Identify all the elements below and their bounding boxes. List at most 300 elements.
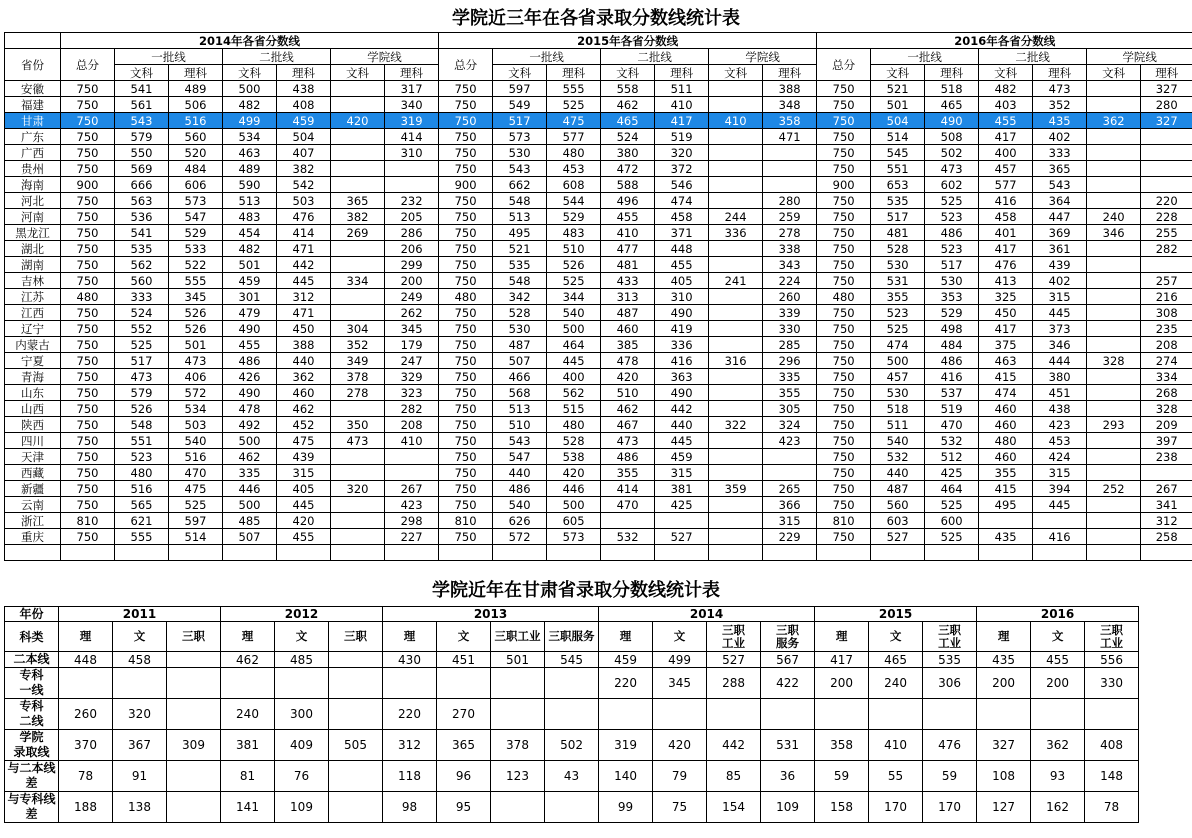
- score-cell: 458: [979, 209, 1033, 225]
- score-cell: 463: [223, 145, 277, 161]
- score-cell: 462: [601, 97, 655, 113]
- score-cell: [709, 529, 763, 545]
- score-cell: 750: [817, 385, 871, 401]
- score-cell: 345: [169, 289, 223, 305]
- score-cell: 530: [493, 145, 547, 161]
- score-cell: [709, 81, 763, 97]
- score-cell: 406: [169, 369, 223, 385]
- score-cell: 435: [977, 652, 1031, 668]
- group-header: 二批线: [601, 49, 709, 65]
- score-cell: 528: [493, 305, 547, 321]
- score-cell: 502: [925, 145, 979, 161]
- score-cell: 457: [979, 161, 1033, 177]
- score-cell: 542: [277, 177, 331, 193]
- score-cell: 410: [869, 730, 923, 761]
- score-cell: 227: [385, 529, 439, 545]
- score-cell: 526: [169, 321, 223, 337]
- table-row[interactable]: [5, 481, 1192, 497]
- score-cell: [331, 545, 385, 561]
- score-cell: 530: [871, 257, 925, 273]
- score-cell: [1087, 385, 1141, 401]
- score-cell: 154: [707, 792, 761, 823]
- score-cell: 464: [925, 481, 979, 497]
- score-cell: [331, 401, 385, 417]
- score-cell: 455: [601, 209, 655, 225]
- score-cell: 501: [169, 337, 223, 353]
- score-cell: 750: [61, 81, 115, 97]
- score-cell: 517: [493, 113, 547, 129]
- score-cell: [709, 321, 763, 337]
- score-cell: 109: [761, 792, 815, 823]
- table-row[interactable]: [5, 513, 1192, 529]
- score-cell: 750: [439, 145, 493, 161]
- score-cell: 530: [871, 385, 925, 401]
- score-cell: 750: [61, 321, 115, 337]
- score-cell: 510: [601, 385, 655, 401]
- category-header: 理: [221, 622, 275, 652]
- score-cell: 402: [1033, 129, 1087, 145]
- score-cell: 270: [437, 699, 491, 730]
- score-cell: 472: [601, 161, 655, 177]
- score-cell: [331, 289, 385, 305]
- score-cell: 513: [493, 209, 547, 225]
- province-cell: 山西: [5, 401, 61, 417]
- score-cell: 750: [61, 113, 115, 129]
- score-cell: [545, 792, 599, 823]
- score-cell: 750: [439, 385, 493, 401]
- score-cell: 498: [925, 321, 979, 337]
- score-cell: 462: [223, 449, 277, 465]
- score-cell: 148: [1085, 761, 1139, 792]
- score-cell: [709, 289, 763, 305]
- table-row[interactable]: [5, 193, 1192, 209]
- score-cell: 520: [169, 145, 223, 161]
- score-cell: 445: [655, 433, 709, 449]
- score-cell: [331, 529, 385, 545]
- score-cell: 540: [169, 433, 223, 449]
- table-row[interactable]: [5, 257, 1192, 273]
- score-cell: 504: [871, 113, 925, 129]
- score-cell: 438: [277, 81, 331, 97]
- score-cell: 345: [385, 321, 439, 337]
- score-cell: 487: [493, 337, 547, 353]
- score-cell: 455: [223, 337, 277, 353]
- table-row[interactable]: [5, 449, 1192, 465]
- score-cell: 562: [547, 385, 601, 401]
- score-cell: 451: [1033, 385, 1087, 401]
- table-row[interactable]: [5, 129, 1192, 145]
- score-cell: 257: [1141, 273, 1192, 289]
- score-cell: 440: [655, 417, 709, 433]
- score-cell: [221, 668, 275, 699]
- score-cell: 36: [761, 761, 815, 792]
- table-row[interactable]: [5, 699, 1139, 730]
- row-label: 专科 二线: [5, 699, 59, 730]
- table-row[interactable]: [5, 289, 1192, 305]
- score-cell: 662: [493, 177, 547, 193]
- year-header: 2014年各省分数线: [61, 33, 439, 49]
- table-row[interactable]: [5, 497, 1192, 513]
- year-label: 年份: [5, 607, 59, 622]
- score-cell: 750: [439, 225, 493, 241]
- province-cell: 海南: [5, 177, 61, 193]
- score-cell: 531: [871, 273, 925, 289]
- score-cell: 750: [61, 369, 115, 385]
- score-cell: 504: [277, 129, 331, 145]
- total-header: 总分: [439, 49, 493, 81]
- table-row[interactable]: [5, 225, 1192, 241]
- score-cell: 579: [115, 385, 169, 401]
- table-row[interactable]: [5, 433, 1192, 449]
- score-cell: 540: [493, 497, 547, 513]
- score-cell: 525: [925, 193, 979, 209]
- score-cell: 579: [115, 129, 169, 145]
- score-cell: [709, 401, 763, 417]
- table-row[interactable]: [5, 668, 1139, 699]
- score-cell: 59: [815, 761, 869, 792]
- score-cell: [709, 385, 763, 401]
- score-cell: 285: [763, 337, 817, 353]
- score-cell: 475: [169, 481, 223, 497]
- table-row[interactable]: [5, 545, 1192, 561]
- score-cell: 531: [761, 730, 815, 761]
- score-cell: 548: [493, 273, 547, 289]
- score-cell: [167, 652, 221, 668]
- table-row[interactable]: [5, 161, 1192, 177]
- score-cell: 460: [979, 401, 1033, 417]
- score-cell: 123: [491, 761, 545, 792]
- score-cell: 492: [223, 417, 277, 433]
- province-cell: 新疆: [5, 481, 61, 497]
- score-cell: 55: [869, 761, 923, 792]
- score-cell: 750: [61, 481, 115, 497]
- score-cell: [329, 761, 383, 792]
- score-cell: 486: [601, 449, 655, 465]
- score-cell: 446: [223, 481, 277, 497]
- table-row[interactable]: [5, 369, 1192, 385]
- score-cell: 810: [61, 513, 115, 529]
- score-cell: 315: [277, 465, 331, 481]
- score-cell: [331, 449, 385, 465]
- score-cell: 501: [223, 257, 277, 273]
- table-row[interactable]: [5, 113, 1192, 129]
- score-cell: 600: [925, 513, 979, 529]
- score-cell: [979, 513, 1033, 529]
- score-cell: [167, 792, 221, 823]
- score-cell: 514: [169, 529, 223, 545]
- score-cell: 138: [113, 792, 167, 823]
- table-row[interactable]: [5, 241, 1192, 257]
- table-row[interactable]: [5, 792, 1139, 823]
- score-cell: [763, 145, 817, 161]
- score-cell: 562: [115, 257, 169, 273]
- province-cell: [5, 545, 61, 561]
- score-cell: [331, 465, 385, 481]
- score-cell: 457: [871, 369, 925, 385]
- table-row[interactable]: [5, 177, 1192, 193]
- score-cell: 417: [979, 129, 1033, 145]
- score-cell: 535: [493, 257, 547, 273]
- table-row[interactable]: [5, 81, 1192, 97]
- score-cell: [709, 145, 763, 161]
- score-cell: 310: [385, 145, 439, 161]
- score-cell: 296: [763, 353, 817, 369]
- score-cell: 343: [763, 257, 817, 273]
- score-cell: 471: [277, 241, 331, 257]
- score-cell: 238: [1141, 449, 1192, 465]
- header-row-years: [5, 33, 1192, 49]
- score-cell: [709, 193, 763, 209]
- score-cell: 208: [385, 417, 439, 433]
- score-cell: [817, 545, 871, 561]
- score-cell: 298: [385, 513, 439, 529]
- subject-header: 文科: [493, 65, 547, 81]
- subject-header: 理科: [1033, 65, 1087, 81]
- score-cell: 75: [653, 792, 707, 823]
- score-cell: [709, 161, 763, 177]
- table-row[interactable]: [5, 761, 1139, 792]
- score-cell: 750: [61, 241, 115, 257]
- score-cell: 621: [115, 513, 169, 529]
- score-cell: 548: [493, 193, 547, 209]
- score-cell: 455: [1031, 652, 1085, 668]
- score-cell: 208: [1141, 337, 1192, 353]
- score-cell: 750: [439, 97, 493, 113]
- score-cell: 308: [1141, 305, 1192, 321]
- score-cell: 523: [925, 241, 979, 257]
- score-cell: 205: [385, 209, 439, 225]
- score-cell: 407: [277, 145, 331, 161]
- score-cell: 340: [385, 97, 439, 113]
- score-cell: 495: [493, 225, 547, 241]
- row-label: 学院 录取线: [5, 730, 59, 761]
- score-cell: 484: [925, 337, 979, 353]
- score-cell: 481: [871, 225, 925, 241]
- table-row[interactable]: [5, 465, 1192, 481]
- header-row-subjects: [5, 65, 1192, 81]
- score-cell: 555: [115, 529, 169, 545]
- score-cell: 478: [601, 353, 655, 369]
- table-row[interactable]: [5, 401, 1192, 417]
- score-cell: 353: [925, 289, 979, 305]
- score-cell: [601, 545, 655, 561]
- score-cell: 438: [1033, 401, 1087, 417]
- category-header: 理: [815, 622, 869, 652]
- table-row[interactable]: [5, 385, 1192, 401]
- score-cell: 327: [1141, 113, 1192, 129]
- score-cell: 561: [115, 97, 169, 113]
- score-cell: 312: [383, 730, 437, 761]
- score-cell: 510: [547, 241, 601, 257]
- score-cell: 486: [925, 225, 979, 241]
- score-cell: [709, 305, 763, 321]
- score-cell: 473: [115, 369, 169, 385]
- category-header: 三职服务: [545, 622, 599, 652]
- total-header: 总分: [61, 49, 115, 81]
- score-cell: 416: [1033, 529, 1087, 545]
- score-cell: 465: [869, 652, 923, 668]
- score-cell: 525: [925, 529, 979, 545]
- subject-header: 文科: [115, 65, 169, 81]
- group-header: 二批线: [223, 49, 331, 65]
- score-cell: 450: [979, 305, 1033, 321]
- score-cell: 309: [167, 730, 221, 761]
- score-cell: 362: [1031, 730, 1085, 761]
- province-cell: 河南: [5, 209, 61, 225]
- score-cell: [1087, 177, 1141, 193]
- subject-header: 理科: [655, 65, 709, 81]
- score-cell: 475: [277, 433, 331, 449]
- score-cell: 416: [979, 193, 1033, 209]
- table-row[interactable]: [5, 209, 1192, 225]
- table-row[interactable]: [5, 321, 1192, 337]
- table-row[interactable]: [5, 730, 1139, 761]
- score-cell: 470: [169, 465, 223, 481]
- score-cell: 810: [817, 513, 871, 529]
- table-row[interactable]: [5, 337, 1192, 353]
- score-cell: 381: [221, 730, 275, 761]
- score-cell: 435: [1033, 113, 1087, 129]
- score-cell: 750: [817, 225, 871, 241]
- score-cell: 408: [277, 97, 331, 113]
- score-cell: 267: [1141, 481, 1192, 497]
- score-cell: 322: [709, 417, 763, 433]
- score-cell: [1031, 699, 1085, 730]
- score-cell: 750: [61, 433, 115, 449]
- score-cell: 529: [925, 305, 979, 321]
- score-cell: 750: [817, 241, 871, 257]
- score-cell: 445: [1033, 497, 1087, 513]
- score-cell: 535: [115, 241, 169, 257]
- table-row[interactable]: [5, 145, 1192, 161]
- score-cell: 394: [1033, 481, 1087, 497]
- score-cell: 179: [385, 337, 439, 353]
- score-cell: [1087, 305, 1141, 321]
- score-cell: [491, 792, 545, 823]
- score-cell: [709, 337, 763, 353]
- table-row[interactable]: [5, 417, 1192, 433]
- score-cell: 525: [115, 337, 169, 353]
- score-cell: 440: [277, 353, 331, 369]
- score-cell: 315: [1033, 465, 1087, 481]
- score-cell: 550: [115, 145, 169, 161]
- score-cell: [1087, 433, 1141, 449]
- table-row[interactable]: [5, 353, 1192, 369]
- score-cell: [331, 97, 385, 113]
- score-cell: 420: [601, 369, 655, 385]
- table-row[interactable]: [5, 97, 1192, 113]
- score-cell: 532: [601, 529, 655, 545]
- score-cell: 750: [61, 417, 115, 433]
- score-cell: 328: [1087, 353, 1141, 369]
- score-cell: 312: [1141, 513, 1192, 529]
- table-row[interactable]: [5, 273, 1192, 289]
- province-cell: 河北: [5, 193, 61, 209]
- score-cell: 403: [979, 97, 1033, 113]
- category-header: 三职工业: [491, 622, 545, 652]
- score-cell: 348: [763, 97, 817, 113]
- score-cell: 320: [113, 699, 167, 730]
- score-cell: 549: [493, 97, 547, 113]
- score-cell: 517: [115, 353, 169, 369]
- score-cell: 260: [763, 289, 817, 305]
- score-cell: 299: [385, 257, 439, 273]
- score-cell: 525: [547, 273, 601, 289]
- score-cell: [115, 545, 169, 561]
- score-cell: [1141, 161, 1192, 177]
- score-cell: 462: [277, 401, 331, 417]
- table-row[interactable]: [5, 652, 1139, 668]
- province-cell: 西藏: [5, 465, 61, 481]
- score-cell: 534: [223, 129, 277, 145]
- score-cell: [1141, 145, 1192, 161]
- score-cell: 500: [223, 81, 277, 97]
- score-cell: 603: [871, 513, 925, 529]
- province-cell: 青海: [5, 369, 61, 385]
- score-cell: 306: [923, 668, 977, 699]
- score-cell: 442: [707, 730, 761, 761]
- group-header: 一批线: [493, 49, 601, 65]
- province-cell: 天津: [5, 449, 61, 465]
- score-cell: 503: [277, 193, 331, 209]
- score-cell: 750: [817, 129, 871, 145]
- category-header: 文: [653, 622, 707, 652]
- score-cell: 750: [61, 465, 115, 481]
- province-cell: 福建: [5, 97, 61, 113]
- score-cell: 608: [547, 177, 601, 193]
- score-cell: 81: [221, 761, 275, 792]
- score-cell: 300: [275, 699, 329, 730]
- score-cell: [545, 699, 599, 730]
- subject-header: 理科: [763, 65, 817, 81]
- score-cell: 545: [871, 145, 925, 161]
- province-cell: 浙江: [5, 513, 61, 529]
- score-cell: 513: [493, 401, 547, 417]
- score-cell: 373: [1033, 321, 1087, 337]
- score-cell: 480: [61, 289, 115, 305]
- score-cell: 358: [815, 730, 869, 761]
- score-cell: 750: [439, 209, 493, 225]
- score-cell: 315: [655, 465, 709, 481]
- score-cell: [1087, 449, 1141, 465]
- score-cell: [493, 545, 547, 561]
- score-cell: [167, 699, 221, 730]
- score-cell: 750: [439, 129, 493, 145]
- score-cell: 408: [1085, 730, 1139, 761]
- subject-header: 理科: [169, 65, 223, 81]
- score-cell: 597: [493, 81, 547, 97]
- category-header: 文: [1031, 622, 1085, 652]
- score-cell: 626: [493, 513, 547, 529]
- score-cell: 334: [1141, 369, 1192, 385]
- score-cell: 524: [601, 129, 655, 145]
- score-cell: 666: [115, 177, 169, 193]
- score-cell: 439: [277, 449, 331, 465]
- score-cell: 505: [329, 730, 383, 761]
- score-cell: [169, 545, 223, 561]
- group-header: 学院线: [331, 49, 439, 65]
- score-cell: [709, 369, 763, 385]
- score-cell: 545: [545, 652, 599, 668]
- score-cell: 365: [331, 193, 385, 209]
- score-cell: 489: [169, 81, 223, 97]
- score-cell: [601, 513, 655, 529]
- table-row[interactable]: [5, 305, 1192, 321]
- score-cell: 333: [115, 289, 169, 305]
- subject-header: 理科: [925, 65, 979, 81]
- table-row[interactable]: [5, 529, 1192, 545]
- score-cell: 400: [979, 145, 1033, 161]
